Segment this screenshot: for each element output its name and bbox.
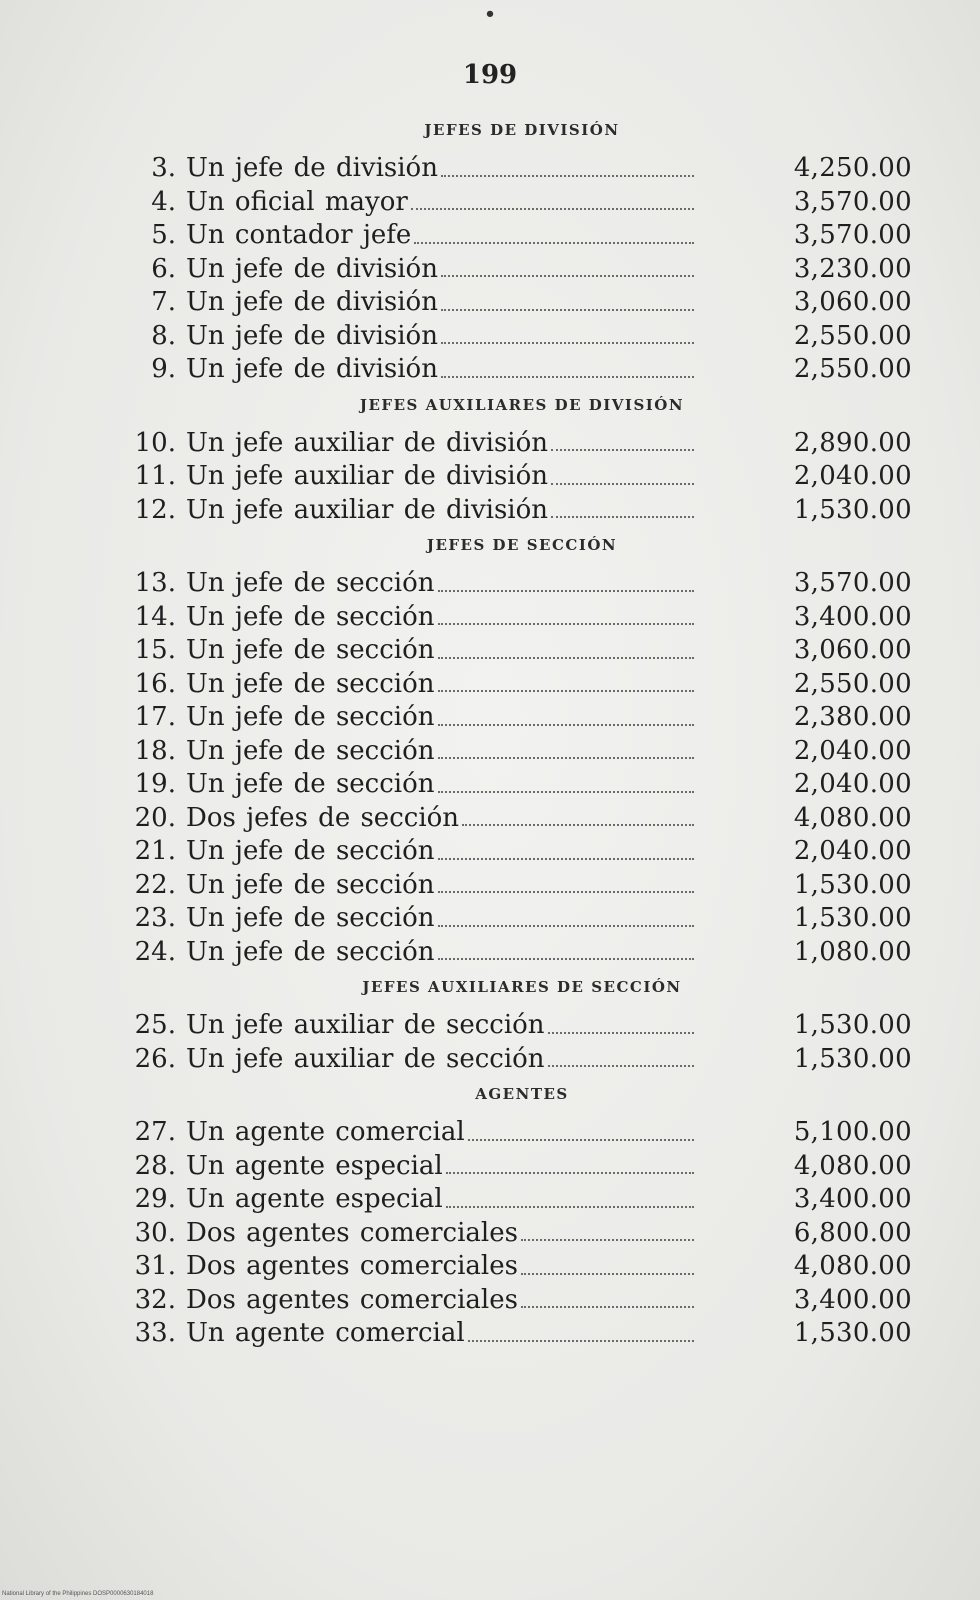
list-item [122, 701, 912, 735]
item-amount: 3,060.00 [793, 635, 912, 665]
item-amount: 4,080.00 [793, 1251, 912, 1281]
item-description: Un contador jefe [186, 220, 412, 250]
item-amount: 2,550.00 [793, 320, 912, 351]
item-number: 31. [134, 1251, 176, 1281]
item-number: 13. [134, 568, 176, 598]
list-item [122, 902, 912, 936]
item-amount: 2,890.00 [793, 427, 912, 458]
list-item [122, 1116, 912, 1150]
item-description: Un jefe de división [186, 320, 438, 351]
dot-leader [446, 1172, 694, 1174]
section-heading: JEFES AUXILIARES DE DIVISIÓN [359, 395, 685, 414]
dot-leader [468, 1340, 694, 1342]
item-number: 11. [134, 461, 176, 491]
item-number: 33. [134, 1318, 176, 1348]
list-item [122, 320, 912, 354]
dot-leader [521, 1239, 694, 1241]
dot-leader [438, 623, 694, 625]
list-item [122, 152, 912, 186]
item-number: 21. [134, 836, 176, 866]
item-number: 3. [151, 153, 176, 183]
item-amount: 3,400.00 [793, 1184, 912, 1214]
item-description: Un jefe de sección [186, 903, 435, 933]
item-amount: 2,040.00 [793, 836, 912, 866]
list-item [122, 186, 912, 220]
list-item [122, 802, 912, 836]
item-description: Un oficial mayor [186, 186, 408, 217]
item-number: 32. [134, 1284, 176, 1315]
item-amount: 1,080.00 [793, 936, 912, 967]
page-number: 199 [462, 60, 518, 90]
archive-footer: National Library of the Philippines DOSP0000630184018 [2, 1591, 154, 1597]
list-item [122, 1150, 912, 1184]
item-number: 24. [134, 936, 176, 967]
item-amount: 2,550.00 [793, 354, 912, 384]
item-number: 15. [134, 635, 176, 665]
item-description: Un agente especial [186, 1150, 443, 1181]
dot-leader [438, 590, 694, 592]
list-item [122, 1183, 912, 1217]
item-description: Un jefe de sección [186, 735, 435, 766]
section-entries [122, 1116, 912, 1351]
list-item [122, 494, 912, 528]
list-item [122, 835, 912, 869]
item-description: Un jefe de sección [186, 635, 435, 665]
dot-leader [438, 925, 694, 927]
item-description: Dos agentes comerciales [186, 1284, 518, 1315]
list-item [122, 768, 912, 802]
list-item [122, 1317, 912, 1351]
item-amount: 3,570.00 [793, 186, 912, 217]
item-number: 20. [134, 802, 176, 833]
item-number: 10. [134, 427, 176, 458]
item-amount: 3,570.00 [793, 220, 912, 250]
item-description: Un jefe de división [186, 153, 438, 183]
dot-leader [438, 891, 694, 893]
item-description: Un jefe auxiliar de división [186, 494, 549, 525]
dot-leader [441, 275, 694, 277]
item-description: Un jefe de sección [186, 936, 435, 967]
item-amount: 4,080.00 [793, 802, 912, 833]
list-item [122, 936, 912, 970]
list-item [122, 869, 912, 903]
item-amount: 3,400.00 [793, 601, 912, 632]
item-description: Un jefe de sección [186, 869, 435, 900]
item-number: 12. [134, 494, 176, 525]
section-entries [122, 427, 912, 528]
item-number: 14. [134, 601, 176, 632]
list-item [122, 219, 912, 253]
item-number: 5. [151, 220, 176, 250]
item-amount: 3,060.00 [793, 287, 912, 317]
list-item [122, 353, 912, 387]
item-description: Un jefe auxiliar de sección [186, 1010, 545, 1040]
item-amount: 2,380.00 [793, 702, 912, 732]
dot-leader [462, 824, 694, 826]
item-amount: 2,040.00 [793, 735, 912, 766]
item-number: 26. [134, 1043, 176, 1074]
dot-leader [414, 242, 694, 244]
item-description: Un agente especial [186, 1184, 443, 1214]
item-amount: 4,250.00 [793, 153, 912, 183]
item-description: Un jefe auxiliar de división [186, 427, 549, 458]
item-amount: 1,530.00 [793, 1318, 912, 1348]
section-entries [122, 567, 912, 969]
list-item [122, 1043, 912, 1077]
item-description: Un jefe de sección [186, 668, 435, 699]
item-description: Un jefe auxiliar de secсión [186, 1043, 545, 1074]
dot-leader [548, 1065, 694, 1067]
list-item [122, 668, 912, 702]
dot-leader [438, 858, 694, 860]
salary-list [122, 118, 912, 1351]
dot-leader [438, 724, 694, 726]
list-item [122, 567, 912, 601]
dot-leader [446, 1206, 694, 1208]
item-amount: 1,530.00 [793, 1043, 912, 1074]
section-entries [122, 1009, 912, 1076]
item-amount: 3,570.00 [793, 568, 912, 598]
item-number: 30. [134, 1217, 176, 1248]
item-amount: 2,040.00 [793, 769, 912, 799]
dot-leader [551, 516, 694, 518]
item-number: 4. [151, 186, 176, 217]
item-number: 29. [134, 1184, 176, 1214]
dot-leader [551, 449, 694, 451]
section-heading: JEFES DE SECCIÓN [426, 536, 618, 554]
item-description: Un agente comercial [186, 1117, 465, 1147]
item-description: Un jefe de sección [186, 702, 435, 732]
item-description: Un jefe de sección [186, 836, 435, 866]
list-item [122, 1250, 912, 1284]
item-number: 25. [134, 1010, 176, 1040]
dot-leader [521, 1273, 694, 1275]
dot-leader [438, 690, 694, 692]
item-amount: 2,040.00 [793, 461, 912, 491]
dot-leader [468, 1139, 694, 1141]
item-description: Dos agentes comerciales [186, 1251, 518, 1281]
item-description: Un jefe de sección [186, 601, 435, 632]
item-description: Un jefe de sección [186, 769, 435, 799]
item-number: 6. [151, 253, 176, 284]
item-description: Un jefe de sección [186, 568, 435, 598]
item-amount: 1,530.00 [793, 903, 912, 933]
list-item [122, 253, 912, 287]
dot-leader [441, 376, 694, 378]
item-description: Un jefe de división [186, 354, 438, 384]
dot-leader [521, 1306, 694, 1308]
section-heading: AGENTES [475, 1085, 569, 1103]
item-description: Un jefe auxiliar de división [186, 461, 549, 491]
list-item [122, 427, 912, 461]
item-description: Dos agentes comerciales [186, 1217, 518, 1248]
list-item [122, 1284, 912, 1318]
item-number: 19. [134, 769, 176, 799]
section-heading: JEFES DE DIVISIÓN [424, 121, 620, 139]
dot-leader [438, 958, 694, 960]
item-number: 28. [134, 1150, 176, 1181]
dot-leader [438, 791, 694, 793]
item-amount: 3,230.00 [793, 253, 912, 284]
item-number: 16. [134, 668, 176, 699]
list-item [122, 1217, 912, 1251]
list-item [122, 286, 912, 320]
list-item [122, 1009, 912, 1043]
item-amount: 1,530.00 [793, 1010, 912, 1040]
list-item [122, 735, 912, 769]
dot-leader [551, 483, 694, 485]
item-amount: 4,080.00 [793, 1150, 912, 1181]
item-number: 18. [134, 735, 176, 766]
section-heading: JEFES AUXILIARES DE SECCIÓN [362, 978, 682, 996]
item-amount: 3,400.00 [793, 1284, 912, 1315]
dot-leader [441, 309, 694, 311]
dot-leader [548, 1032, 694, 1034]
item-amount: 1,530.00 [793, 869, 912, 900]
dot-leader [411, 208, 694, 210]
dot-leader [438, 657, 694, 659]
item-number: 23. [134, 903, 176, 933]
dot-leader [441, 342, 694, 344]
list-item [122, 634, 912, 668]
item-number: 22. [134, 869, 176, 900]
item-number: 9. [151, 354, 176, 384]
item-amount: 6,800.00 [793, 1217, 912, 1248]
item-amount: 2,550.00 [793, 668, 912, 699]
item-number: 8. [151, 320, 176, 351]
list-item [122, 601, 912, 635]
dot-leader [441, 175, 694, 177]
item-number: 17. [134, 702, 176, 732]
item-description: Un jefe de división [186, 253, 438, 284]
list-item [122, 460, 912, 494]
dot-leader [438, 757, 694, 759]
section-entries [122, 152, 912, 387]
item-number: 7. [151, 287, 176, 317]
top-mark: • [484, 4, 496, 25]
item-description: Dos jefes de sección [186, 802, 460, 833]
item-number: 27. [134, 1117, 176, 1147]
item-description: Un agente comercial [186, 1318, 465, 1348]
item-description: Un jefe de división [186, 287, 438, 317]
item-amount: 1,530.00 [793, 494, 912, 525]
item-amount: 5,100.00 [793, 1117, 912, 1147]
